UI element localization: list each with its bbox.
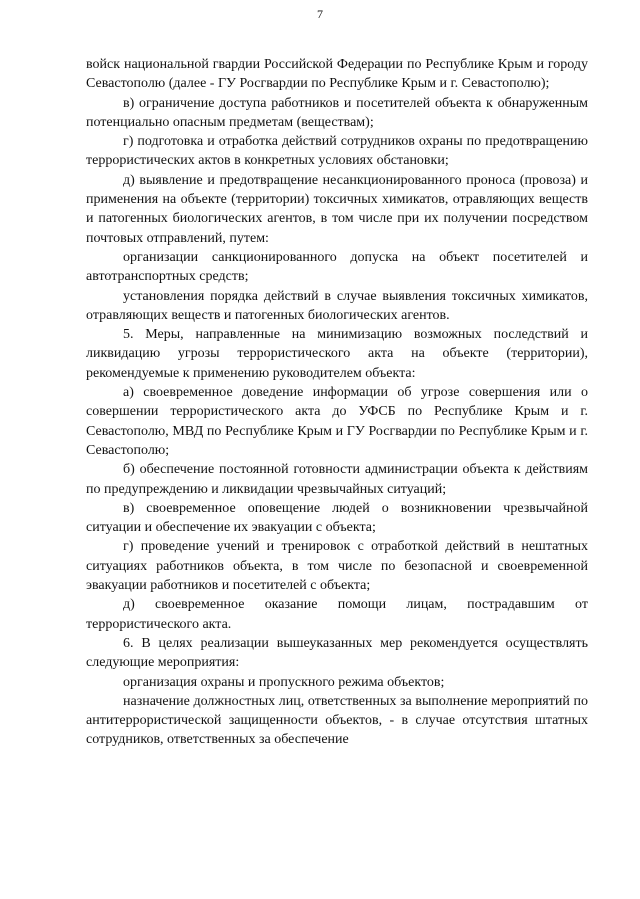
paragraph-item-d-assistance: д) своевременное оказание помощи лицам, пострадавшим от террористического акта. xyxy=(86,597,588,632)
document-body xyxy=(86,55,588,750)
paragraph-sub-security: организация охраны и пропускного режима объектов; xyxy=(123,674,445,690)
paragraph-item-b-readiness: б) обеспечение постоянной готовности администрации объекта к действиям по предупреждению и ликвидации чрезвычайных ситуаций; xyxy=(86,462,588,497)
paragraph-item-v-restriction: в) ограничение доступа работников и посетителей объекта к обнаруженным потенциально опасным предметам (веществам); xyxy=(86,95,588,130)
paragraph-continuation: войск национальной гвардии Российской Федерации по Республике Крым и городу Севастополю (далее - ГУ Росгвардии по Республике Крым и г. Севастополю); xyxy=(86,57,588,92)
paragraph-item-d-detection: д) выявление и предотвращение несанкционированного проноса (провоза) и применения на объекте (территории) токсичных химикатов, отравляющих веществ и патогенных биологических агентов, в том числе при их получении посредством почтовых отправлений, путем: xyxy=(86,172,588,246)
paragraph-item-v-warning: в) своевременное оповещение людей о возникновении чрезвычайной ситуации и обеспечение их эвакуации с объекта; xyxy=(86,500,588,536)
paragraph-sub-appointment: назначение должностных лиц, ответственных за выполнение мероприятий по антитеррористической защищенности объектов, - в случае отсутствия штатных сотрудников, ответственных за обеспечение xyxy=(86,693,588,748)
paragraph-item-g-drills: г) проведение учений и тренировок с отработкой действий в нештатных ситуациях работников объекта, в том числе по безопасной и своевременной эвакуации работников и посетителей с объекта; xyxy=(86,539,588,594)
page-number: 7 xyxy=(317,7,323,21)
paragraph-item-a-notification: а) своевременное доведение информации об угрозе совершения или о совершении террористического акта до УФСБ по Республике Крым и г. Севастополю, МВД по Республике Крым и ГУ Росгвардии по Республике Крым и г. Севастополю; xyxy=(86,385,588,458)
paragraph-section-5: 5. Меры, направленные на минимизацию возможных последствий и ликвидацию угрозы террористического акта на объекте (территории), рекомендуемые к применению руководителем объекта: xyxy=(86,327,588,381)
paragraph-section-6: 6. В целях реализации вышеуказанных мер рекомендуется осуществлять следующие мероприятия: xyxy=(86,635,588,671)
paragraph-item-g-training: г) подготовка и отработка действий сотрудников охраны по предотвращению террористических актов в конкретных условиях обстановки; xyxy=(86,134,588,169)
paragraph-sub-procedure: установления порядка действий в случае выявления токсичных химикатов, отравляющих веществ и патогенных биологических агентов. xyxy=(86,288,588,323)
paragraph-sub-access: организации санкционированного допуска на объект посетителей и автотранспортных средств; xyxy=(86,249,588,285)
